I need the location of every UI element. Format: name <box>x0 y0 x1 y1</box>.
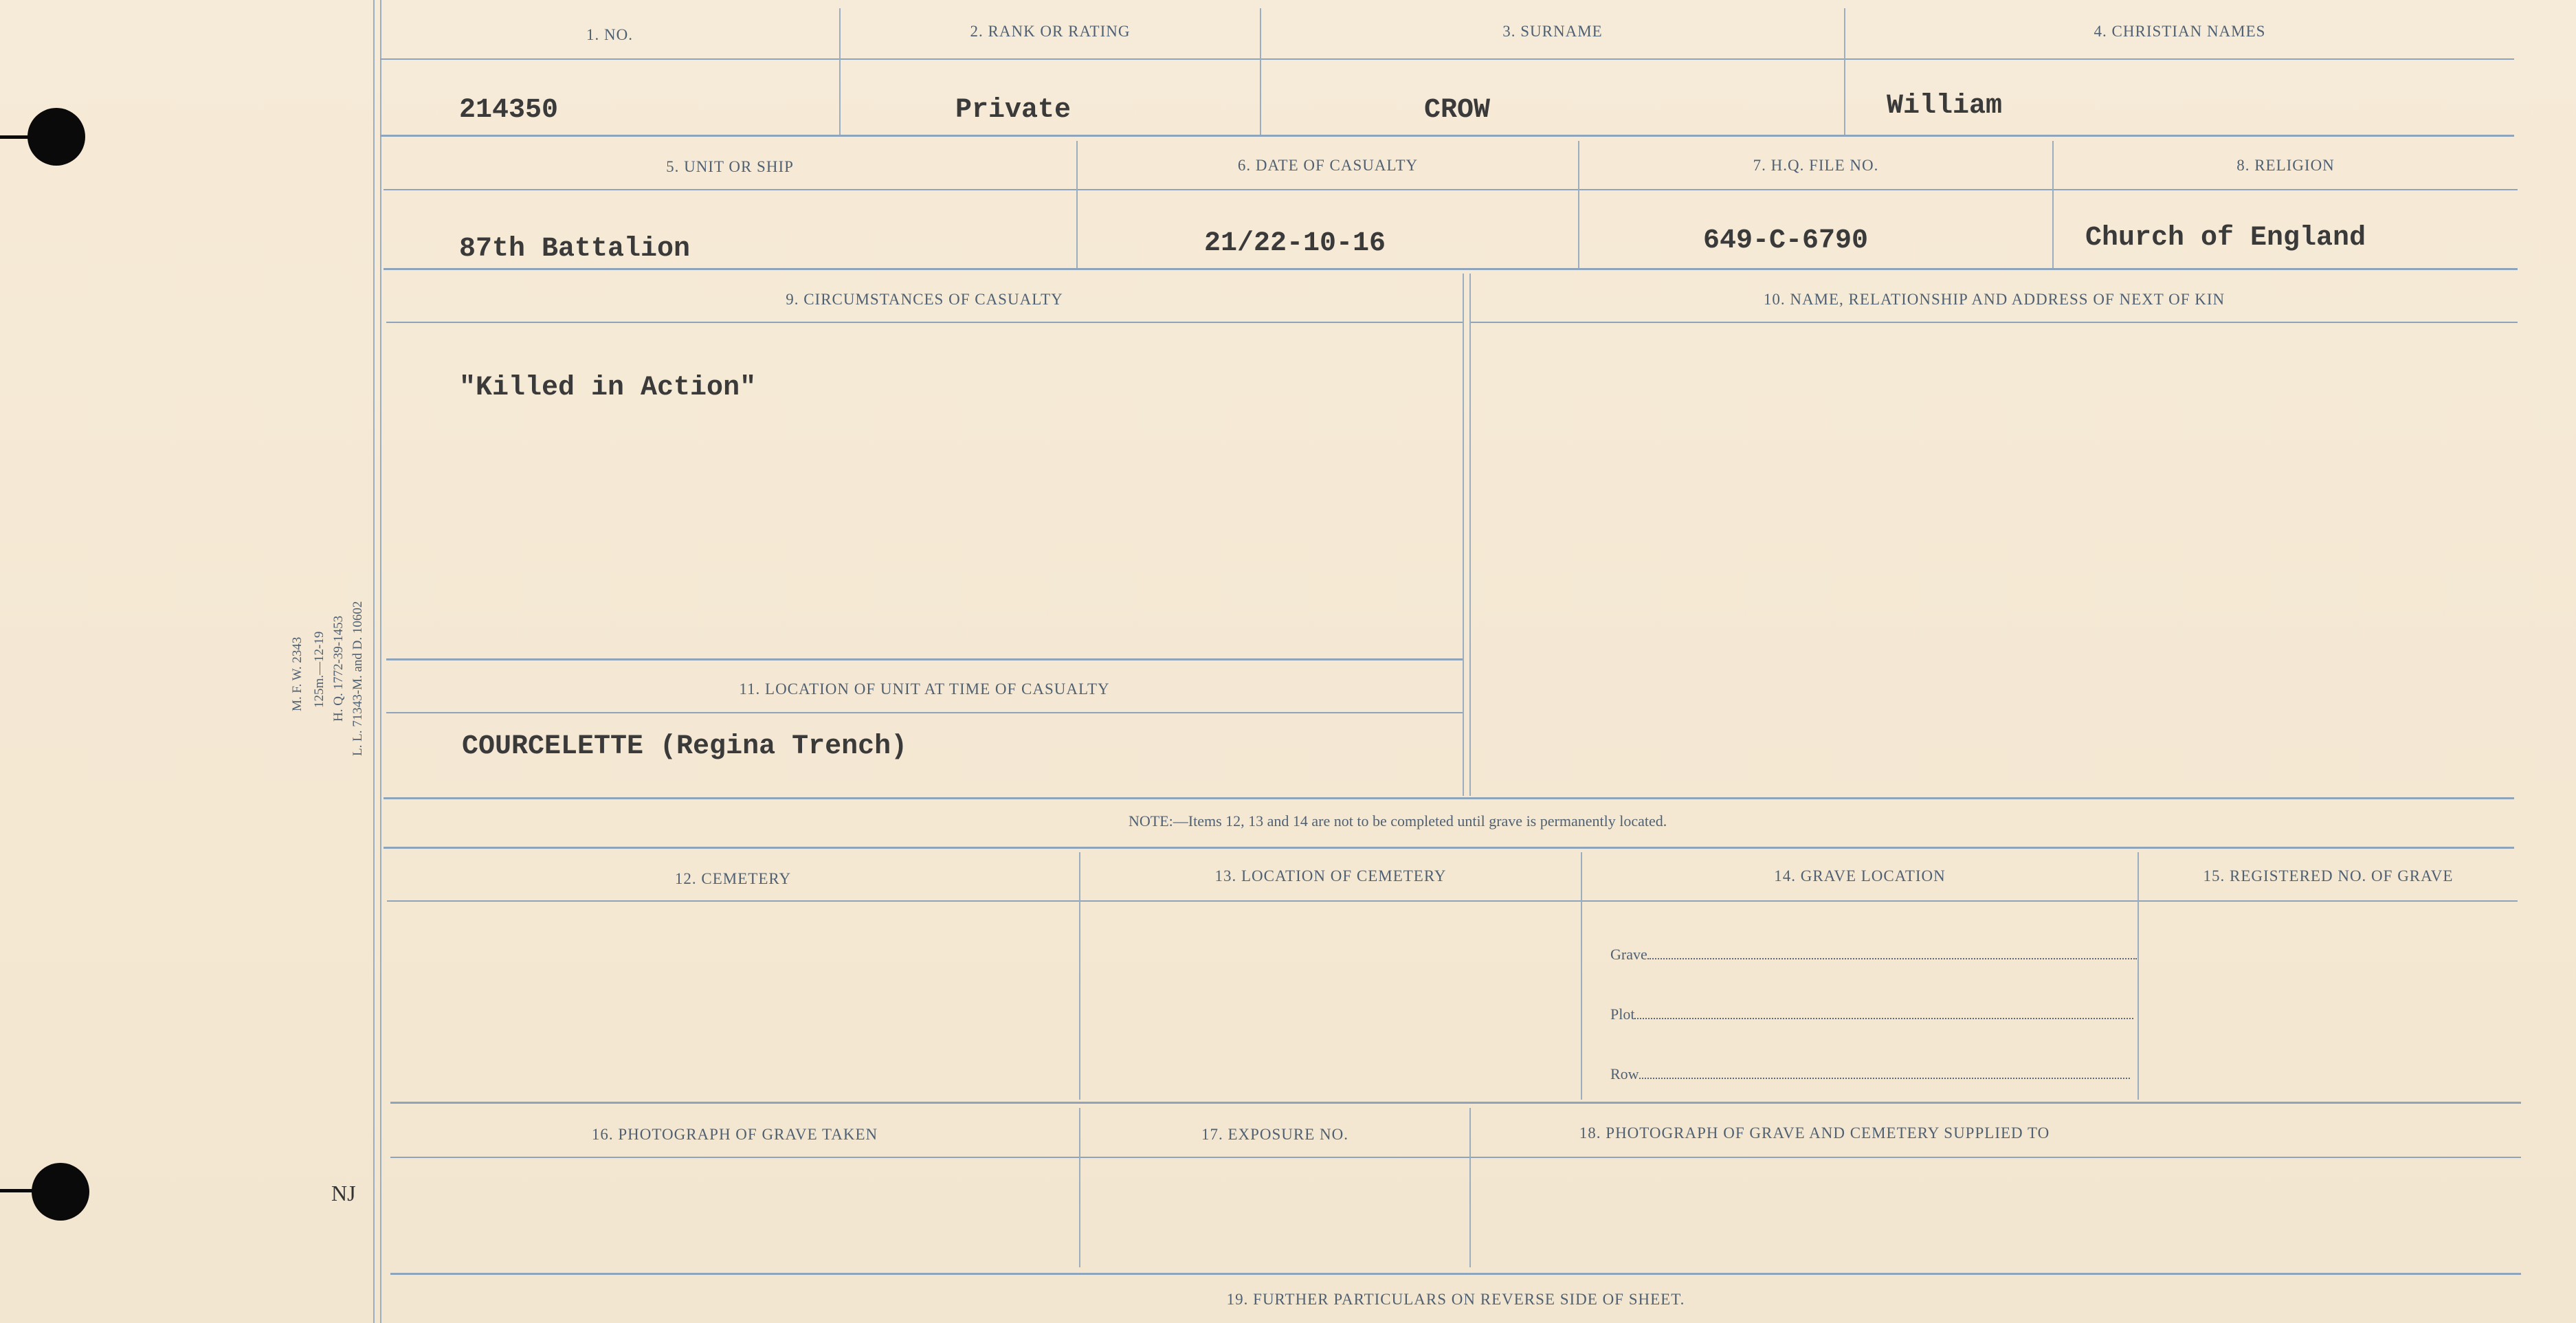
rule <box>384 797 2514 799</box>
label-christian-names: 4. CHRISTIAN NAMES <box>2094 23 2266 40</box>
label-religion: 8. RELIGION <box>2236 157 2335 174</box>
label-location-unit: 11. LOCATION OF UNIT AT TIME OF CASUALTY <box>739 680 1110 698</box>
rule <box>380 58 2514 60</box>
label-photo-supplied: 18. PHOTOGRAPH OF GRAVE AND CEMETERY SUPPLIED TO <box>1579 1124 2050 1142</box>
label-surname: 3. SURNAME <box>1502 23 1603 40</box>
punch-hole-bottom-tail <box>0 1189 38 1192</box>
label-rank: 2. RANK OR RATING <box>970 23 1131 40</box>
label-date: 6. DATE OF CASUALTY <box>1237 157 1419 174</box>
punch-hole-top <box>27 108 85 166</box>
rule <box>1471 322 2518 323</box>
label-unit: 5. UNIT OR SHIP <box>666 158 794 175</box>
margin-line-1 <box>373 0 375 1323</box>
label-grave-location: 14. GRAVE LOCATION <box>1774 867 1946 885</box>
divider <box>1469 274 1471 796</box>
form-code-3: H. Q. 1772-39-1453 <box>331 615 346 722</box>
value-circumstances: "Killed in Action" <box>459 373 757 403</box>
rule <box>384 189 2518 190</box>
label-next-of-kin: 10. NAME, RELATIONSHIP AND ADDRESS OF NEXT OF KIN <box>1763 291 2225 308</box>
rule <box>384 268 2518 270</box>
margin-line-2 <box>380 0 381 1323</box>
punch-hole-bottom <box>32 1163 89 1221</box>
rule <box>390 1157 2521 1158</box>
label-location-cemetery: 13. LOCATION OF CEMETERY <box>1214 867 1447 885</box>
initials: NJ <box>331 1181 356 1205</box>
form-code-2: 125m.—12-19 <box>312 631 326 708</box>
note-text: NOTE:—Items 12, 13 and 14 are not to be completed until grave is permanently located. <box>1129 812 1667 830</box>
value-no: 214350 <box>459 95 559 126</box>
divider <box>1581 852 1582 1100</box>
value-religion: Church of England <box>2085 223 2366 254</box>
form-code-1: M. F. W. 2343 <box>290 636 304 711</box>
label-exposure-no: 17. EXPOSURE NO. <box>1201 1126 1349 1143</box>
label-circumstances: 9. CIRCUMSTANCES OF CASUALTY <box>786 291 1063 308</box>
label-further-particulars: 19. FURTHER PARTICULARS ON REVERSE SIDE OF SHEET. <box>1226 1291 1685 1308</box>
punch-hole-top-tail <box>0 135 34 139</box>
rule <box>386 658 1463 660</box>
label-cemetery: 12. CEMETERY <box>674 870 792 887</box>
rule <box>380 135 2514 137</box>
value-hq-file: 649-C-6790 <box>1703 225 1869 256</box>
label-no: 1. NO. <box>586 26 633 43</box>
label-photo-taken: 16. PHOTOGRAPH OF GRAVE TAKEN <box>591 1126 878 1143</box>
value-unit: 87th Battalion <box>459 234 691 265</box>
rule <box>390 1273 2521 1275</box>
rule <box>384 847 2514 849</box>
value-christian-names: William <box>1887 91 2003 122</box>
rule <box>386 712 1463 713</box>
value-surname: CROW <box>1424 95 1491 126</box>
value-location-unit: COURCELETTE (Regina Trench) <box>462 731 908 762</box>
grave-line: Grave <box>1610 946 2137 964</box>
value-date: 21/22-10-16 <box>1204 228 1386 259</box>
plot-line: Plot <box>1610 1005 2133 1023</box>
label-registered-no: 15. REGISTERED NO. OF GRAVE <box>2203 867 2454 885</box>
divider <box>1463 274 1464 796</box>
label-hq-file: 7. H.Q. FILE NO. <box>1753 157 1879 174</box>
form-code-4: L. L. 71343-M. and D. 10602 <box>351 601 365 756</box>
row-line: Row <box>1610 1065 2130 1083</box>
rule <box>387 900 2518 902</box>
divider <box>1079 852 1080 1100</box>
divider <box>2138 852 2139 1100</box>
rule <box>386 322 1463 323</box>
rule <box>390 1102 2521 1104</box>
value-rank: Private <box>955 95 1072 126</box>
